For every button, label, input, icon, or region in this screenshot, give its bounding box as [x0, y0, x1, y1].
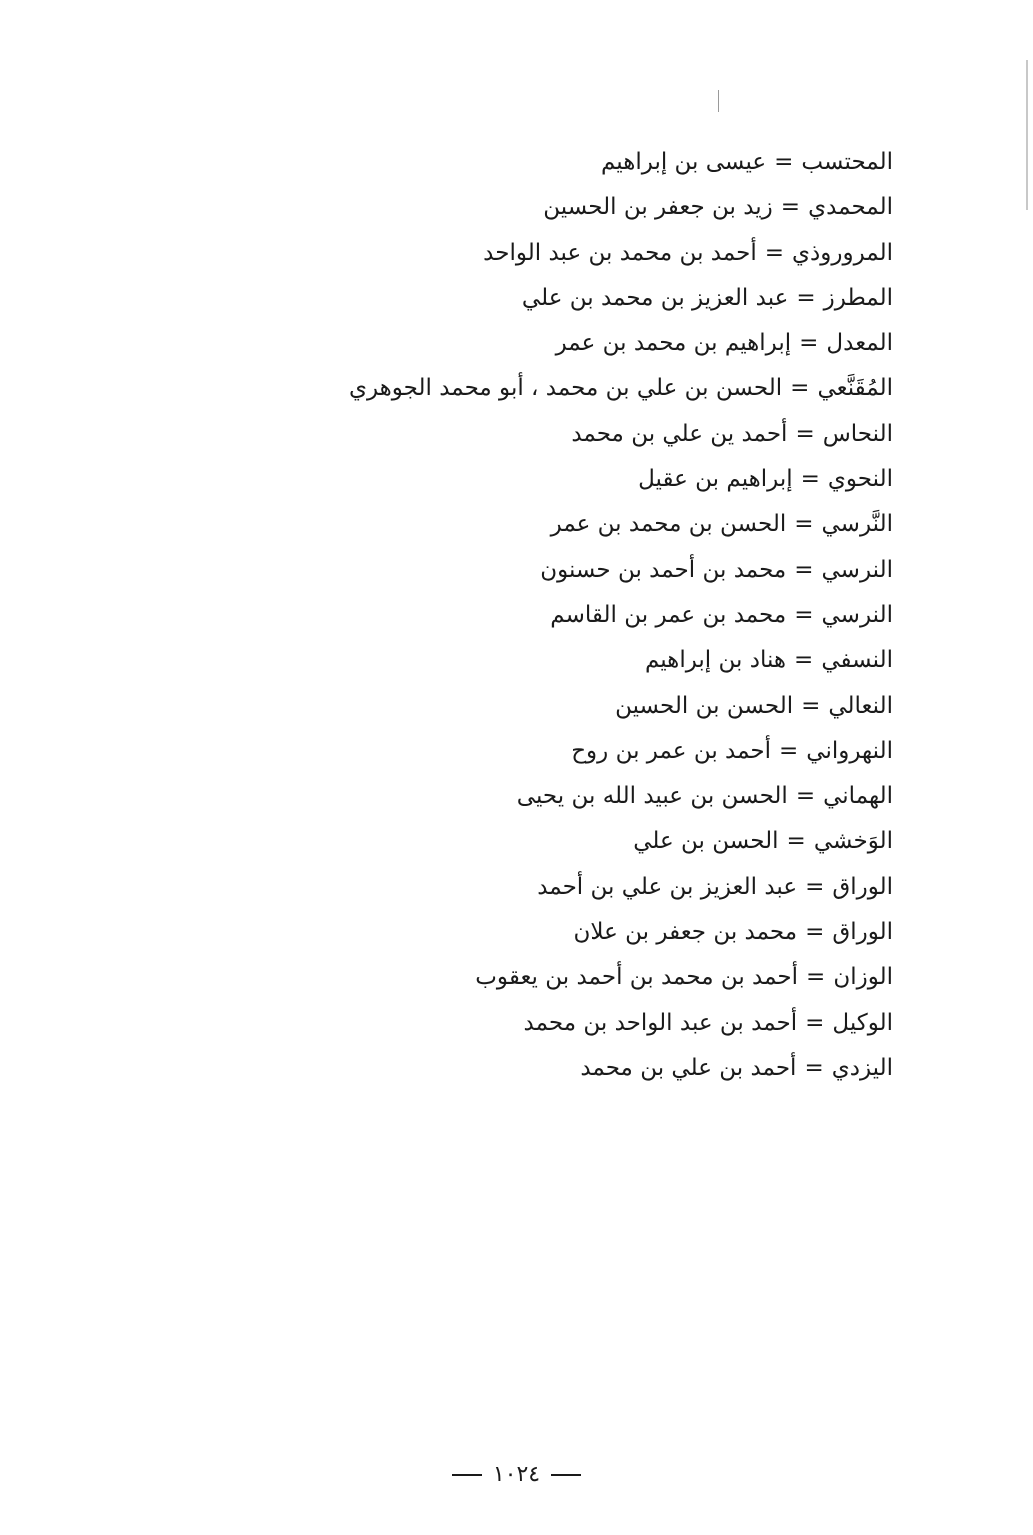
index-entry — [333, 638, 893, 683]
index-entry — [333, 412, 893, 457]
entry-equals-sign: = — [780, 194, 801, 221]
entry-equals-sign: = — [796, 284, 816, 311]
entry-nisba: النهرواني — [806, 737, 893, 764]
index-entry — [333, 729, 893, 774]
entry-equals-sign: = — [794, 601, 814, 628]
entry-equals-sign: = — [795, 783, 816, 810]
entry-nisba: النرسي — [821, 601, 893, 628]
index-entry — [333, 593, 893, 638]
entry-nisba: المحمدي — [808, 194, 893, 221]
entry-equals-sign: = — [794, 647, 814, 674]
entry-full-name: أحمد بن محمد بن أحمد بن يعقوب — [475, 964, 799, 991]
index-entry — [333, 502, 893, 547]
entry-full-name: الحسن بن علي — [633, 828, 779, 855]
scan-edge-shadow — [1026, 60, 1028, 210]
entry-nisba: المطرز — [823, 284, 893, 311]
entry-equals-sign: = — [805, 919, 825, 946]
entry-nisba: الوكيل — [832, 1009, 893, 1036]
index-entry — [333, 140, 893, 185]
index-entry — [333, 955, 893, 1000]
index-entry — [333, 321, 893, 366]
entry-nisba: المعدل — [826, 330, 893, 357]
entry-nisba: الهماني — [823, 783, 893, 810]
index-entry — [333, 185, 893, 230]
entry-full-name: زيد بن جعفر بن الحسين — [543, 194, 773, 221]
entry-full-name: الحسن بن عبيد الله بن يحيى — [516, 783, 788, 810]
entry-nisba: الوَخشي — [813, 828, 893, 855]
entry-equals-sign: = — [800, 466, 820, 493]
entry-full-name: إبراهيم بن محمد بن عمر — [555, 330, 792, 357]
entry-equals-sign: = — [804, 1054, 824, 1081]
entry-nisba: الوراق — [832, 873, 893, 900]
entry-nisba: النسفي — [821, 647, 893, 674]
entry-full-name: عبد العزيز بن محمد بن علي — [521, 284, 789, 311]
entry-nisba: النَّرسي — [821, 511, 893, 538]
entry-nisba: اليزدي — [831, 1054, 893, 1081]
entry-equals-sign: = — [764, 239, 785, 266]
index-entry — [333, 819, 893, 864]
index-entry — [333, 366, 893, 411]
entry-equals-sign: = — [790, 375, 810, 402]
entry-full-name: أحمد بن عمر بن روح — [571, 737, 772, 764]
entry-equals-sign: = — [779, 737, 799, 764]
footer-dash-right — [551, 1474, 581, 1476]
index-entry — [333, 910, 893, 955]
entry-equals-sign: = — [794, 556, 814, 583]
index-entry — [333, 231, 893, 276]
entry-nisba: النعالي — [828, 692, 893, 719]
entry-equals-sign: = — [801, 692, 821, 719]
entry-full-name: هناد بن إبراهيم — [644, 647, 787, 674]
entry-equals-sign: = — [806, 964, 826, 991]
index-entry — [333, 548, 893, 593]
entry-full-name: أحمد بن عبد الواحد بن محمد — [523, 1009, 798, 1036]
entry-nisba: النحاس — [822, 420, 893, 447]
index-entry — [333, 1046, 893, 1091]
index-entry — [333, 865, 893, 910]
entry-equals-sign: = — [794, 511, 814, 538]
entry-full-name: محمد بن أحمد بن حسنون — [540, 556, 787, 583]
entry-nisba: الوراق — [832, 919, 893, 946]
entry-nisba: الوزان — [833, 964, 893, 991]
page-footer — [0, 1462, 1033, 1487]
entry-equals-sign: = — [786, 828, 806, 855]
entry-equals-sign: = — [805, 1009, 825, 1036]
name-index-list — [333, 140, 893, 1091]
entry-nisba: المُقَنَّعي — [817, 375, 893, 402]
index-entry — [333, 774, 893, 819]
entry-nisba: المروروذي — [792, 239, 893, 266]
entry-equals-sign: = — [805, 873, 825, 900]
entry-full-name: الحسن بن علي بن محمد ، أبو محمد الجوهري — [348, 375, 783, 402]
entry-nisba: النرسي — [821, 556, 893, 583]
index-entry — [333, 684, 893, 729]
entry-full-name: أحمد بن علي بن محمد — [580, 1054, 797, 1081]
entry-full-name: الحسن بن محمد بن عمر — [550, 511, 787, 538]
entry-equals-sign: = — [799, 330, 819, 357]
entry-full-name: محمد بن جعفر بن علان — [573, 919, 798, 946]
entry-full-name: عيسى بن إبراهيم — [600, 149, 767, 175]
index-entry — [333, 276, 893, 321]
entry-full-name: محمد بن عمر بن القاسم — [550, 601, 787, 628]
scan-artifact-mark — [718, 90, 719, 112]
entry-full-name: أحمد بن محمد بن عبد الواحد — [483, 239, 757, 266]
index-entry — [333, 457, 893, 502]
entry-full-name: عبد العزيز بن علي بن أحمد — [537, 873, 798, 900]
entry-equals-sign: = — [795, 420, 815, 447]
entry-nisba: المحتسب — [801, 149, 893, 175]
entry-equals-sign: = — [774, 149, 794, 175]
page-number: ١٠٢٤ — [492, 1462, 541, 1487]
entry-full-name: أحمد ين علي بن محمد — [571, 420, 788, 447]
entry-nisba: النحوي — [827, 466, 893, 493]
footer-dash-left — [452, 1474, 482, 1476]
entry-full-name: إبراهيم بن عقيل — [638, 466, 793, 493]
entry-full-name: الحسن بن الحسين — [615, 692, 794, 719]
index-entry — [333, 1001, 893, 1046]
